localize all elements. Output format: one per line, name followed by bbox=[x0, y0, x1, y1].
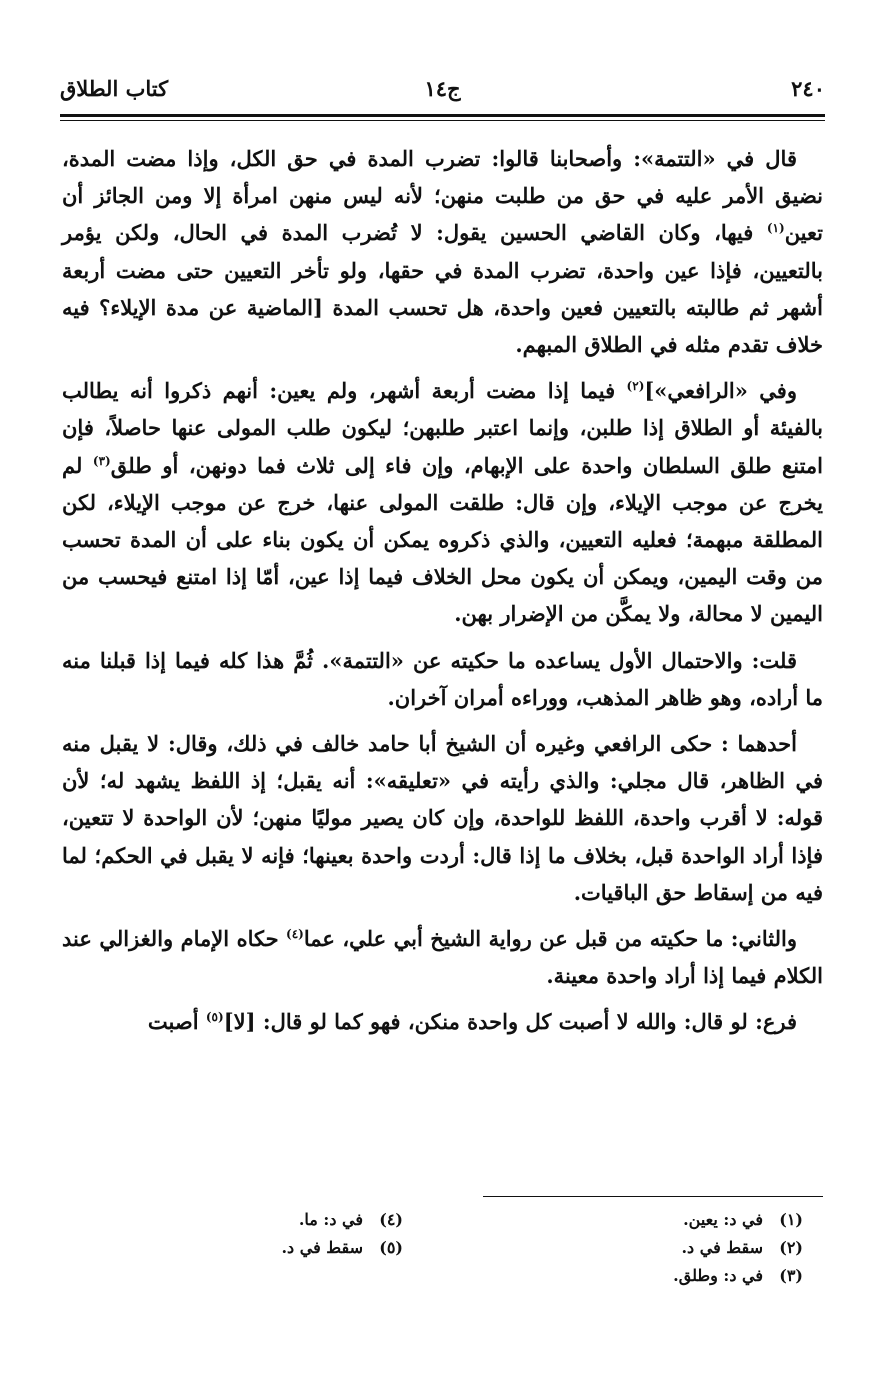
paragraph bbox=[62, 1003, 823, 1040]
footnote-marker: (٤) bbox=[286, 927, 304, 942]
footnote-number: (٢) bbox=[779, 1238, 803, 1257]
book-title: كتاب الطلاق bbox=[60, 76, 169, 101]
text-segment: فرع: لو قال: والله لا أصبت كل واحدة منكن، فهو كما لو قال: [لا] bbox=[223, 1009, 797, 1035]
footnote-text: في د: وطلق. bbox=[673, 1266, 763, 1285]
paragraph bbox=[62, 140, 823, 363]
footnote-number: (١) bbox=[779, 1210, 803, 1229]
text-segment: حكاه الإمام والغزالي عند الكلام فيما إذا أراد واحدة معينة. bbox=[62, 926, 823, 989]
footnote-marker: (٥) bbox=[205, 1010, 224, 1025]
paragraph bbox=[62, 642, 823, 716]
text-segment: قلت: والاحتمال الأول يساعده ما حكيته عن «التتمة». ثُمَّ هذا كله فيما إذا قبلنا منه ما أراده، وهو ظاهر المذهب، ووراءه أمران آخران. bbox=[62, 647, 823, 710]
footnote-column-right bbox=[503, 1206, 803, 1290]
footnote-text: في د: ما. bbox=[298, 1210, 363, 1229]
footnote-column-left bbox=[103, 1206, 403, 1262]
footnote-text: في د: يعين. bbox=[683, 1210, 763, 1229]
footnote-1 bbox=[503, 1206, 803, 1234]
running-header bbox=[60, 70, 825, 110]
text-segment: أصبت bbox=[147, 1009, 206, 1035]
footnote-separator bbox=[483, 1196, 823, 1197]
footnote-5 bbox=[103, 1234, 403, 1262]
footnote-marker: (٢) bbox=[626, 379, 645, 394]
header-rule-thick bbox=[60, 114, 825, 117]
main-text bbox=[62, 140, 823, 1050]
footnote-number: (٣) bbox=[779, 1266, 803, 1285]
footnote-text: سقط في د. bbox=[281, 1238, 363, 1257]
text-segment: فيما إذا مضت أربعة أشهر، ولم يعين: أنهم ذكروا أنه يطالب بالفيئة أو الطلاق إذا طلبن، وإنما اعتبر طلبهن؛ ليكون طلب المولى عنها حاصلاً، فإن امتنع طلق السلطان واحدة على الإبهام، وإن فاء إلى ثلاث فما دونهن، أو طلق bbox=[62, 378, 823, 478]
footnote-text: سقط في د. bbox=[681, 1238, 763, 1257]
paragraph bbox=[62, 372, 823, 632]
footnote-4 bbox=[103, 1206, 403, 1234]
footnote-number: (٤) bbox=[379, 1210, 403, 1229]
footnote-marker: (٣) bbox=[92, 453, 111, 468]
footnote-marker: (١) bbox=[766, 221, 785, 236]
paragraph bbox=[62, 725, 823, 911]
text-segment: وفي «الرافعي»] bbox=[644, 378, 797, 404]
footnote-number: (٥) bbox=[379, 1238, 403, 1257]
paragraph bbox=[62, 920, 823, 994]
text-segment: والثاني: ما حكيته من قبل عن رواية الشيخ أبي علي، عما bbox=[303, 926, 798, 952]
text-segment: أحدهما : حكى الرافعي وغيره أن الشيخ أبا حامد خالف في ذلك، وقال: لا يقبل منه في الظاهر، قال مجلي: والذي رأيته في «تعليقه»: أنه يقبل؛ إذ اللفظ يشهد له؛ لأن قوله: لا أقرب واحدة، اللفظ للواحدة، وإن كان يصير موليًا منهن؛ لأن الواحدة لا تتعين، فإذا أراد الواحدة قبل، بخلاف ما إذا قال: أردت واحدة بعينها؛ فإنه لا يقبل في الحكم؛ لما فيه من إسقاط حق الباقيات. bbox=[62, 731, 823, 905]
footnote-2 bbox=[503, 1234, 803, 1262]
text-segment: لم يخرج عن موجب الإيلاء، وإن قال: طلقت المولى عنها، خرج عن موجب الإيلاء، لكن المطلقة مبهمة؛ فعليه التعيين، والذي ذكروه يمكن أن يكون بناء على أن المدة تحسب من وقت اليمين، ويمكن أن يكون محل الخلاف فيما إذا عين، أمّا إذا امتنع فيحسب من اليمين لا محالة، ولا يمكَّن من الإضرار بهن. bbox=[62, 452, 823, 627]
footnote-3 bbox=[503, 1262, 803, 1290]
page-number: ٢٤٠ bbox=[791, 76, 825, 101]
volume-number: ج١٤ bbox=[424, 76, 461, 101]
header-rule-thin bbox=[60, 120, 825, 121]
text-segment: قال في «التتمة»: وأصحابنا قالوا: تضرب المدة في حق الكل، وإذا مضت المدة، نضيق الأمر عليه في حق من طلبت منهن؛ لأنه ليس منهن امرأة إلا ومن الجائز أن تعين bbox=[62, 146, 823, 246]
text-segment: فيها، وكان القاضي الحسين يقول: لا تُضرب المدة في الحال، ولكن يؤمر بالتعيين، فإذا عين واحدة، تضرب المدة في حقها، ولو تأخر التعيين حتى مضت أربعة أشهر ثم طالبته بالتعيين فعين واحدة، هل تحسب المدة [الماضية عن مدة الإيلاء؟ فيه خلاف تقدم مثله في الطلاق المبهم. bbox=[62, 220, 823, 358]
